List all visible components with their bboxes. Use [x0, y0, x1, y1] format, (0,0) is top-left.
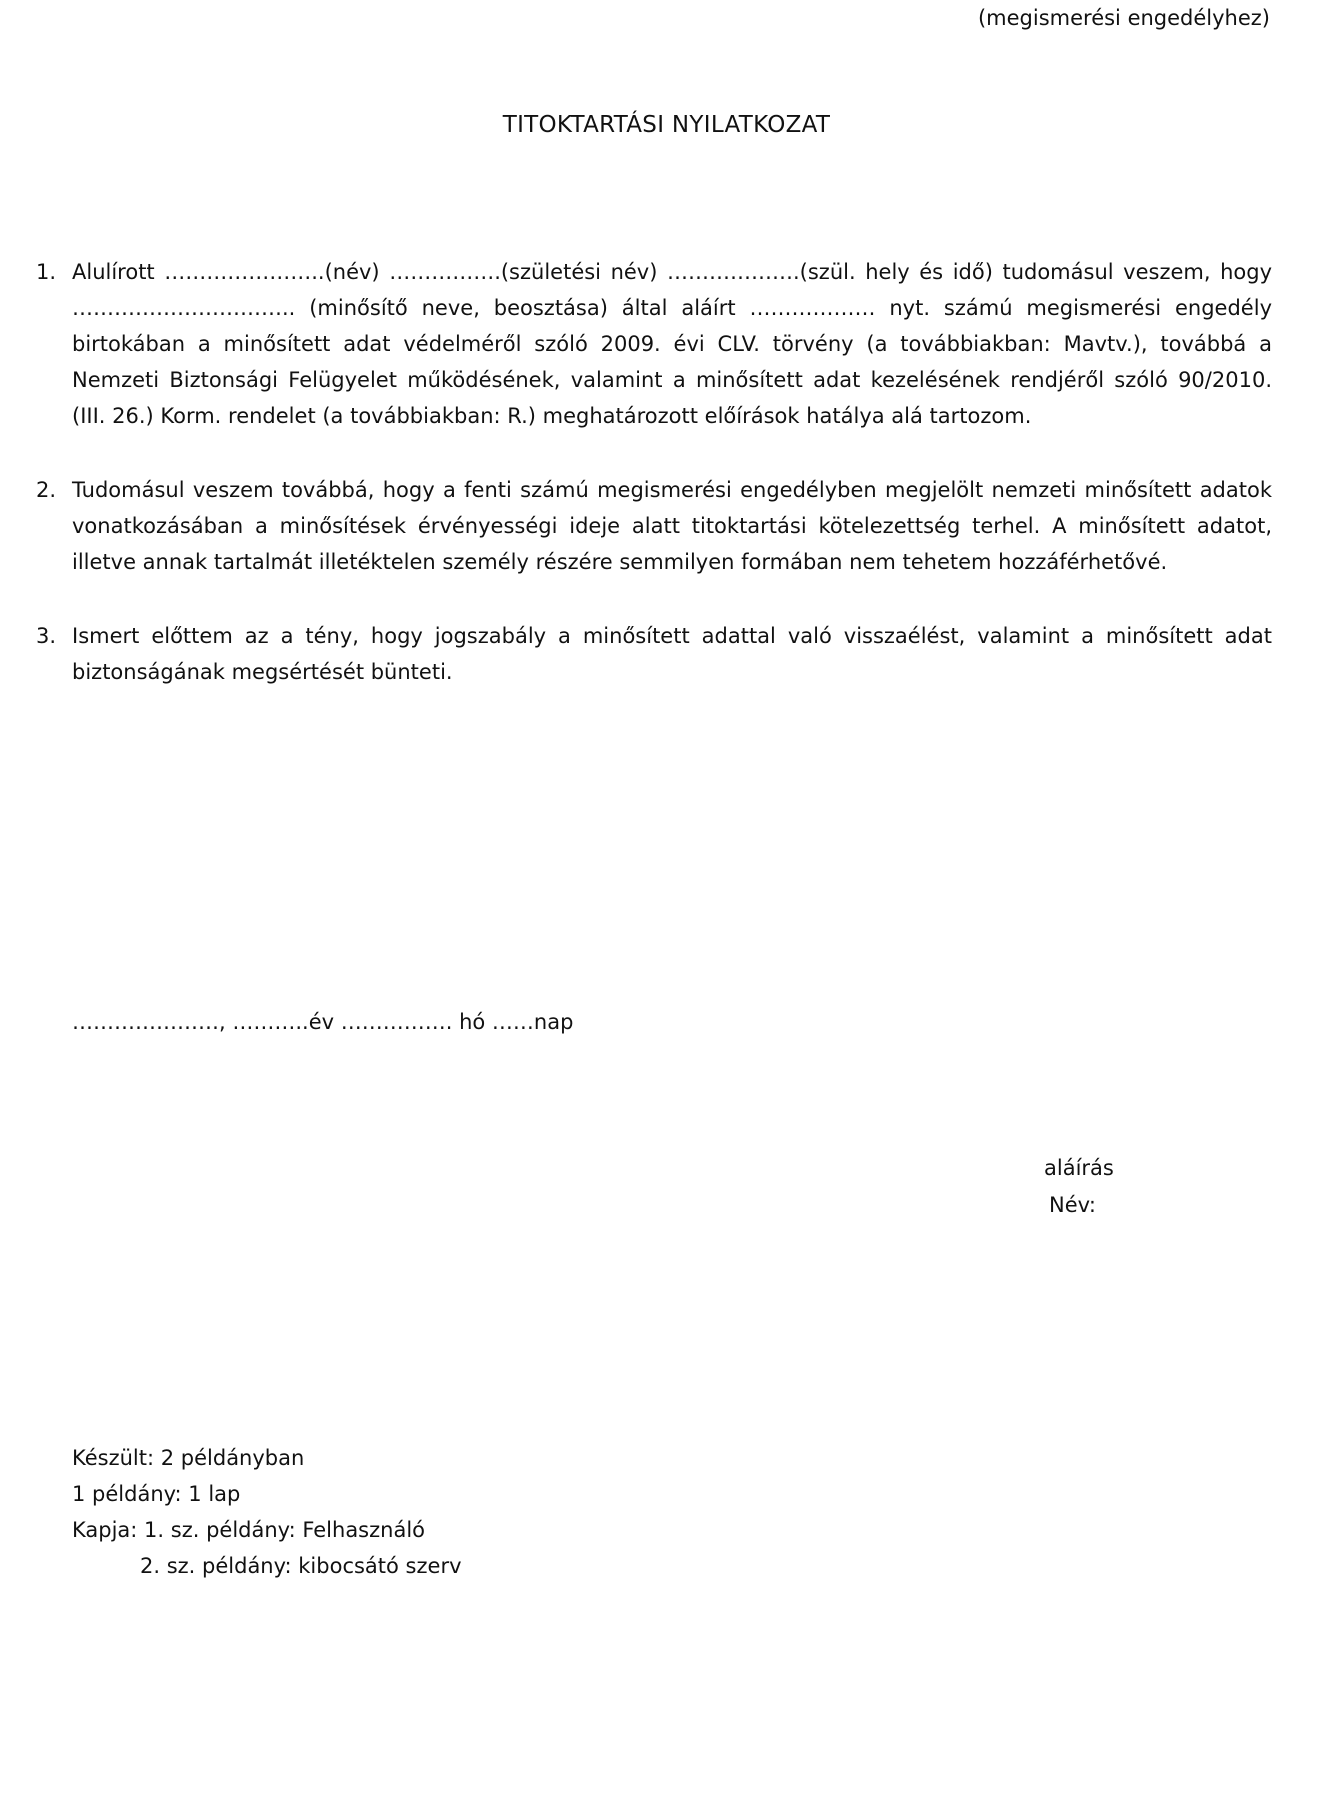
place-date-line: …………………, ………..év ……………. hó ……nap: [72, 1010, 574, 1034]
item-text: Alulírott …………………..(név) …………….(születési név) ……………….(szül. hely és idő) tudomásul veszem, hogy ………………………….. (minősítő neve, beosztása) által aláírt ……………… nyt. számú megismerési engedély birtokában a minősített adat védelméről szóló 2009. évi CLV. törvény (a továbbiakban: Mavtv.), továbbá a Nemzeti Biztonsági Felügyelet működésének, valamint a minősített adat kezelésének rendjéről szóló 90/2010. (III. 26.) Korm. rendelet (a továbbiakban: R.) meghatározott előírások hatálya alá tartozom.: [72, 260, 1272, 428]
signature-block: [1044, 1150, 1114, 1224]
declaration-item-3: [36, 618, 1272, 690]
footer-copies-made: Készült: 2 példányban: [72, 1446, 305, 1470]
item-text: Tudomásul veszem továbbá, hogy a fenti számú megismerési engedélyben megjelölt nemzeti minősített adatok vonatkozásában a minősítések érvényességi ideje alatt titoktartási kötelezettség terhel. A minősített adatot, illetve annak tartalmát illetéktelen személy részére semmilyen formában nem tehetem hozzáférhetővé.: [72, 478, 1272, 574]
item-text: Ismert előttem az a tény, hogy jogszabály a minősített adattal való visszaélést, valamint a minősített adat biztonságának megsértését bünteti.: [72, 624, 1272, 684]
item-number: 3.: [36, 624, 57, 648]
footer-recipient-1: Kapja: 1. sz. példány: Felhasználó: [72, 1518, 426, 1542]
signature-name-label: Név:: [1049, 1193, 1096, 1217]
form-annex-note: (megismerési engedélyhez): [977, 6, 1270, 30]
copies-footer: [72, 1440, 462, 1584]
footer-recipient-2: 2. sz. példány: kibocsátó szerv: [140, 1554, 462, 1578]
declaration-item-2: [36, 472, 1272, 580]
declaration-items: [36, 254, 1272, 728]
document-title: TITOKTARTÁSI NYILATKOZAT: [502, 112, 831, 138]
signature-label: aláírás: [1044, 1156, 1114, 1180]
item-number: 1.: [36, 260, 57, 284]
item-number: 2.: [36, 478, 57, 502]
footer-copy-pages: 1 példány: 1 lap: [72, 1482, 241, 1506]
declaration-item-1: [36, 254, 1272, 434]
